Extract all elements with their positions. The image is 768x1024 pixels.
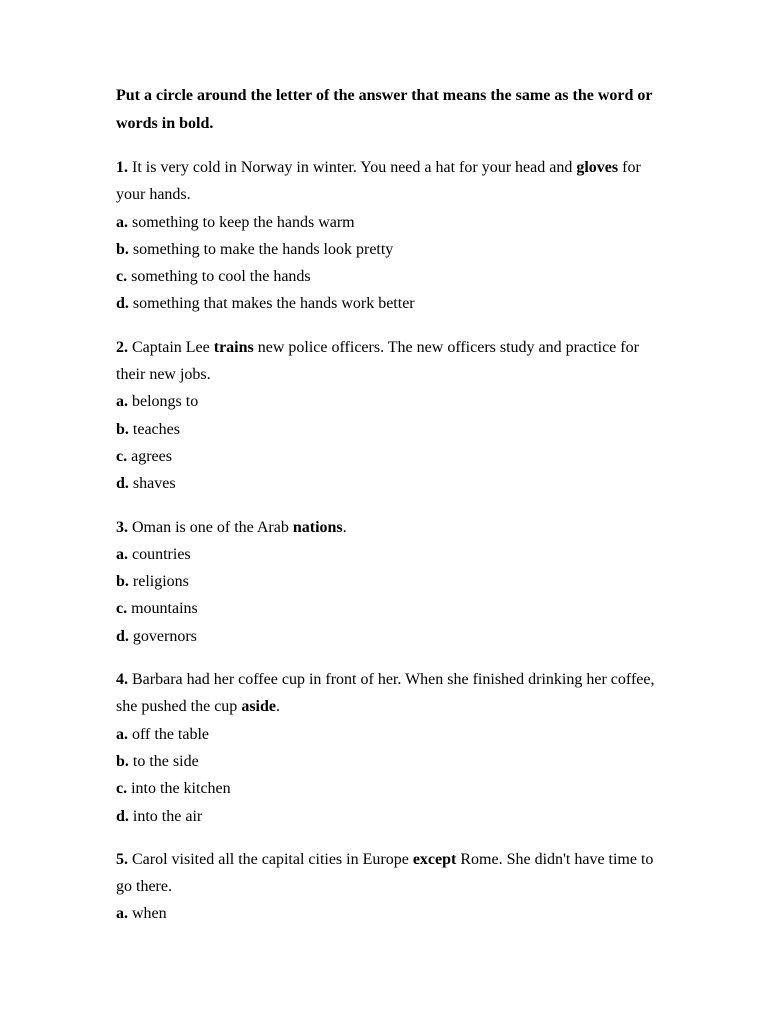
option-letter[interactable]: d. <box>116 295 129 313</box>
stem-text: new police officers. The new officers study and practice for their new jobs. <box>116 338 639 384</box>
option-letter[interactable]: a. <box>116 213 128 231</box>
answer-option[interactable] <box>116 721 661 748</box>
answer-option[interactable] <box>116 748 661 775</box>
question-stem <box>116 666 661 721</box>
option-letter[interactable]: b. <box>116 240 129 258</box>
option-text: countries <box>128 545 191 563</box>
answer-option[interactable] <box>116 443 661 470</box>
option-text: shaves <box>128 475 176 493</box>
option-letter[interactable]: c. <box>116 447 128 465</box>
answer-option[interactable] <box>116 236 661 263</box>
option-text: governors <box>128 627 197 645</box>
question-stem <box>116 154 661 209</box>
stem-text: for your hands. <box>116 159 641 204</box>
option-text: to the side <box>128 752 199 770</box>
option-letter[interactable]: c. <box>116 600 128 618</box>
option-text: when <box>128 905 167 923</box>
question-stem <box>116 846 661 901</box>
stem-text: . <box>342 518 347 536</box>
option-text: something to keep the hands warm <box>128 213 355 231</box>
question-number: 3. <box>116 518 128 536</box>
option-text: agrees <box>127 447 172 465</box>
option-text: teaches <box>128 420 180 438</box>
bold-keyword: trains <box>213 338 254 356</box>
question-5 <box>116 846 661 928</box>
answer-option[interactable] <box>116 541 661 568</box>
answer-option[interactable] <box>116 775 661 802</box>
answer-option[interactable] <box>116 416 661 443</box>
bold-keyword: except <box>412 850 457 868</box>
answer-option[interactable] <box>116 900 661 927</box>
answer-option[interactable] <box>116 263 661 290</box>
option-letter[interactable]: b. <box>116 752 129 770</box>
option-letter[interactable]: d. <box>116 627 129 645</box>
option-letter[interactable]: a. <box>116 545 128 563</box>
option-letter[interactable]: b. <box>116 573 129 591</box>
answer-option[interactable] <box>116 290 661 317</box>
question-stem <box>116 334 661 389</box>
option-text: something to cool the hands <box>127 268 311 286</box>
option-text: mountains <box>127 600 198 618</box>
stem-text: Captain Lee <box>128 338 214 356</box>
stem-text: Carol visited all the capital cities in Europe <box>128 850 413 868</box>
question-2 <box>116 334 661 498</box>
stem-text: . <box>275 698 280 716</box>
question-number: 1. <box>116 159 128 176</box>
question-number: 4. <box>116 671 128 689</box>
stem-text: It is very cold in Norway in winter. You need a hat for your head and <box>128 159 577 176</box>
question-3 <box>116 514 661 650</box>
option-letter[interactable]: d. <box>116 475 129 493</box>
stem-text: Rome. She didn't have time to go there. <box>116 850 654 896</box>
answer-option[interactable] <box>116 470 661 497</box>
instructions-heading: Put a circle around the letter of the answer that means the same as the word or words in bold. <box>116 87 653 132</box>
answer-option[interactable] <box>116 209 661 236</box>
answer-option[interactable] <box>116 388 661 415</box>
question-1 <box>116 154 661 318</box>
option-letter[interactable]: a. <box>116 905 128 923</box>
question-number: 2. <box>116 338 128 356</box>
option-letter[interactable]: b. <box>116 420 129 438</box>
option-text: into the kitchen <box>127 780 231 798</box>
question-number: 5. <box>116 850 128 868</box>
option-letter[interactable]: d. <box>116 807 129 825</box>
question-4 <box>116 666 661 830</box>
answer-option[interactable] <box>116 568 661 595</box>
answer-option[interactable] <box>116 623 661 650</box>
option-text: belongs to <box>128 393 199 411</box>
option-text: into the air <box>128 807 203 825</box>
answer-option[interactable] <box>116 803 661 830</box>
option-text: religions <box>128 573 189 591</box>
stem-text: Barbara had her coffee cup in front of her. When she finished drinking her coffee, she pushed the cup <box>116 671 655 716</box>
worksheet-page <box>116 82 661 944</box>
question-stem <box>116 514 661 541</box>
option-text: off the table <box>128 725 210 743</box>
option-letter[interactable]: a. <box>116 725 128 743</box>
option-letter[interactable]: c. <box>116 780 128 798</box>
option-letter[interactable]: c. <box>116 268 128 286</box>
stem-text: Oman is one of the Arab <box>128 518 293 536</box>
bold-keyword: gloves <box>576 159 619 176</box>
option-text: something to make the hands look pretty <box>128 240 394 258</box>
option-letter[interactable]: a. <box>116 393 128 411</box>
answer-option[interactable] <box>116 595 661 622</box>
option-text: something that makes the hands work better <box>128 295 415 313</box>
bold-keyword: aside <box>241 698 276 716</box>
bold-keyword: nations <box>292 518 343 536</box>
